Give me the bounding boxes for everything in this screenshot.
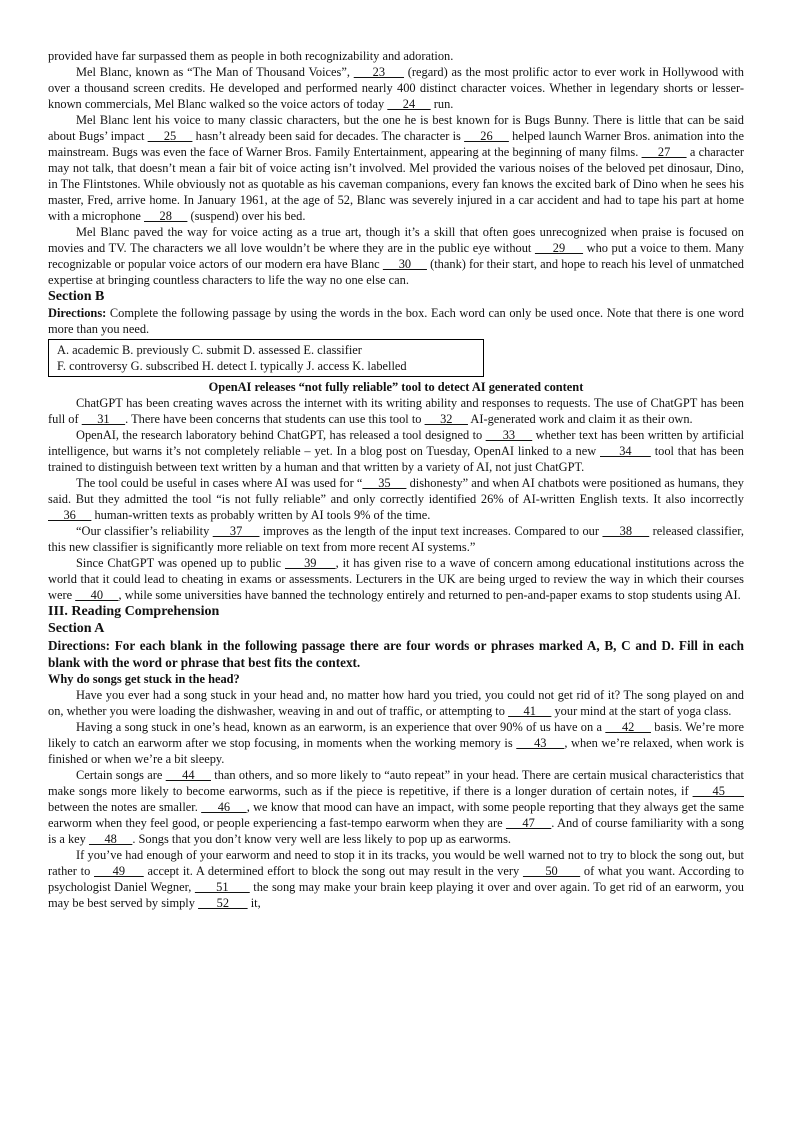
text-run: (thank) for their start, and hope to reach his level of unmatched expertise at bringing countless characters to life the way no one else can. bbox=[48, 257, 744, 287]
text-run: hasn’t already been said for decades. The character is bbox=[192, 129, 465, 143]
text-run: the song may make your brain keep playing it over and over again. To get rid of an earworm, you may be best served by simply bbox=[48, 880, 745, 910]
answer-blank[interactable]: 45 bbox=[692, 784, 744, 798]
answer-blank[interactable]: 42 bbox=[605, 720, 651, 734]
text-run: “Our classifier’s reliability bbox=[76, 524, 213, 538]
text-run: , it has given rise to a wave of concern among educational institutions across the world that it could lead to cheating in exams or assessments. Lecturers in the UK are being urged to review the way in which their courses were bbox=[48, 556, 744, 602]
text-run: (regard) as the most prolific actor to ever work in Hollywood with over a thousand screen credits. He developed and performed nearly 400 distinct character voices. Whether in legendary shorts or lesser-known commercials, Mel Blanc walked so the voice actors of today bbox=[48, 65, 744, 111]
section-b-heading: Section B bbox=[48, 289, 105, 304]
paragraph bbox=[48, 767, 744, 847]
answer-blank[interactable]: 35 bbox=[362, 476, 407, 490]
answer-blank[interactable]: 39 bbox=[284, 556, 336, 570]
text-run: , when we’re relaxed, when work is finished or when we’re a bit sleepy. bbox=[48, 736, 744, 766]
answer-blank[interactable]: 48 bbox=[88, 832, 133, 846]
answer-blank[interactable]: 25 bbox=[147, 129, 193, 143]
answer-blank[interactable]: 28 bbox=[144, 209, 188, 223]
answer-blank[interactable]: 40 bbox=[75, 588, 119, 602]
paragraph bbox=[48, 395, 744, 427]
directions-text: Complete the following passage by using the words in the box. Each word can only be used once. Note that there is one word more than you need. bbox=[48, 306, 744, 336]
text-run: Mel Blanc, known as “The Man of Thousand Voices”, bbox=[76, 65, 354, 79]
answer-blank[interactable]: 27 bbox=[641, 145, 687, 159]
text-run: AI-generated work and claim it as their own. bbox=[467, 412, 693, 426]
text-run: OpenAI, the research laboratory behind ChatGPT, has released a tool designed to bbox=[76, 428, 486, 442]
text-run: it, bbox=[247, 896, 261, 910]
answer-blank[interactable]: 50 bbox=[522, 864, 581, 878]
text-run: whether text has been written by artificial intelligence, but warns it’s not completely reliable – yet. In a blog post on Tuesday, OpenAI linked to a new bbox=[48, 428, 745, 458]
answer-blank[interactable]: 47 bbox=[505, 816, 552, 830]
paragraph bbox=[48, 475, 744, 523]
text-run: . Songs that you don’t know very well are less likely to pop up as earworms. bbox=[132, 832, 511, 846]
text-run: helped launch Warner Bros. animation into the mainstream. Bugs was even the face of Warner Bros. Family Entertainment, appearing at the beginning of many films. bbox=[48, 129, 744, 159]
text-run: accept it. A determined effort to block the song out may result in the very bbox=[143, 864, 523, 878]
answer-blank[interactable]: 41 bbox=[508, 704, 552, 718]
paragraph bbox=[48, 427, 744, 475]
paragraph bbox=[48, 224, 744, 288]
text-run: . There have been concerns that students can use this tool to bbox=[125, 412, 425, 426]
text-run: improves as the length of the input text increases. Compared to our bbox=[259, 524, 603, 538]
passage-continuation-line: provided have far surpassed them as people in both recognizability and adoration. bbox=[48, 49, 454, 63]
paragraph bbox=[48, 847, 744, 911]
paragraph bbox=[48, 719, 744, 767]
section-b-directions bbox=[48, 305, 744, 337]
text-run: tool that has been trained to distinguish between text written by a human and that written by a variety of AI, not just ChatGPT. bbox=[48, 444, 744, 474]
answer-blank[interactable]: 31 bbox=[81, 412, 126, 426]
answer-blank[interactable]: 29 bbox=[534, 241, 584, 255]
text-run: . And of course familiarity with a song is a key bbox=[48, 816, 744, 846]
text-run: run. bbox=[430, 97, 454, 111]
text-run: The tool could be useful in cases where AI was used for “ bbox=[76, 476, 363, 490]
answer-blank[interactable]: 38 bbox=[602, 524, 650, 538]
text-run: Certain songs are bbox=[76, 768, 166, 782]
text-run: basis. We’re more likely to catch an earworm after we stop focusing, in moments when the working memory is bbox=[48, 720, 744, 750]
text-run: If you’ve had enough of your earworm and need to stop it in its tracks, you would be well warned not to try to block the song out, but rather to bbox=[48, 848, 744, 878]
paragraph bbox=[48, 112, 744, 224]
text-run: Have you ever had a song stuck in your head and, no matter how hard you tried, you could not get rid of it? The song played on and on, whether you were loading the dishwasher, weaving in and out of traffic, or attempting to bbox=[48, 688, 744, 718]
answer-blank[interactable]: 49 bbox=[94, 864, 144, 878]
passage-title: Why do songs get stuck in the head? bbox=[48, 672, 240, 686]
answer-blank[interactable]: 34 bbox=[600, 444, 651, 458]
answer-blank[interactable]: 52 bbox=[198, 896, 248, 910]
text-run: of what you want. According to psychologist Daniel Wegner, bbox=[48, 864, 744, 894]
text-run: released classifier, this new classifier is significantly more reliable on text from more recent AI systems.” bbox=[48, 524, 744, 554]
word-box-line: A. academic B. previously C. submit D. assessed E. classifier bbox=[57, 343, 362, 357]
section-a-heading: Section A bbox=[48, 621, 105, 636]
passage-title: OpenAI releases “not fully reliable” tool to detect AI generated content bbox=[208, 380, 584, 394]
text-run: Since ChatGPT was opened up to public bbox=[76, 556, 285, 570]
part-heading: III. Reading Comprehension bbox=[48, 604, 220, 619]
text-run: your mind at the start of yoga class. bbox=[551, 704, 732, 718]
paragraph bbox=[48, 523, 744, 555]
answer-blank[interactable]: 44 bbox=[165, 768, 211, 782]
answer-blank[interactable]: 32 bbox=[424, 412, 468, 426]
answer-blank[interactable]: 33 bbox=[485, 428, 533, 442]
text-run: Having a song stuck in one’s head, known as an earworm, is an experience that over 90% of us have on a bbox=[76, 720, 606, 734]
answer-blank[interactable]: 36 bbox=[48, 508, 92, 522]
text-run: a character may not talk, that doesn’t mean a fair bit of voice acting isn’t involved. Mel provided the various noises of the beloved pet dinosaur, Dino, in The Flintstones. While obviously not as quotable as his caveman companions, every fan knows the excited bark of Dino when he sees his master, Fred, arrive home. In January 1961, at the age of 52, Blanc was severely injured in a car accident and had to tape his part at home with a microphone bbox=[48, 145, 744, 223]
text-run: Mel Blanc lent his voice to many classic characters, but the one he is best known for is Bugs Bunny. There is little that can be said about Bugs’ impact bbox=[48, 113, 744, 143]
word-box-line: F. controversy G. subscribed H. detect I. typically J. access K. labelled bbox=[57, 359, 407, 373]
text-run: ChatGPT has been creating waves across the internet with its writing ability and responses to requests. The use of ChatGPT has been full of bbox=[48, 396, 744, 426]
answer-blank[interactable]: 43 bbox=[516, 736, 565, 750]
section-a-directions: Directions: For each blank in the following passage there are four words or phrases marked A, B, C and D. Fill in each blank with the word or phrase that best fits the context. bbox=[48, 638, 744, 670]
text-run: Mel Blanc paved the way for voice acting as a true art, though it’s a skill that often goes unrecognized when praise is focused on movies and TV. The characters we all love wouldn’t be where they are in the public eye without bbox=[48, 225, 744, 255]
text-run: , while some universities have banned the technology entirely and returned to pen-and-paper exams to stop students using AI. bbox=[118, 588, 741, 602]
directions-label: Directions: bbox=[48, 306, 107, 320]
word-box bbox=[48, 339, 484, 377]
answer-blank[interactable]: 23 bbox=[353, 65, 405, 79]
text-run: than others, and so more likely to “auto repeat” in your head. There are certain musical characteristics that make songs more likely to become earworms, such as if the piece is repetitive, if there is a longer duration of certain notes, if bbox=[48, 768, 745, 798]
answer-blank[interactable]: 30 bbox=[382, 257, 427, 271]
text-run: , we know that mood can have an impact, with some people reporting that they always get the same earworm when they feel good, or people experiencing a fast-tempo earworm when they are bbox=[48, 800, 744, 830]
answer-blank[interactable]: 51 bbox=[194, 880, 250, 894]
answer-blank[interactable]: 46 bbox=[201, 800, 247, 814]
paragraph bbox=[48, 64, 744, 112]
text-run: (suspend) over his bed. bbox=[187, 209, 306, 223]
answer-blank[interactable]: 37 bbox=[212, 524, 260, 538]
text-run: who put a voice to them. Many recognizable or popular voice actors of our modern era have Blanc bbox=[48, 241, 744, 271]
document-page bbox=[48, 48, 744, 911]
paragraph bbox=[48, 687, 744, 719]
answer-blank[interactable]: 26 bbox=[464, 129, 509, 143]
text-run: human-written texts as probably written by AI tools 9% of the time. bbox=[91, 508, 431, 522]
paragraph bbox=[48, 555, 744, 603]
text-run: dishonesty” and when AI chatbots were positioned as humans, they said. But they admitted the tool “is not fully reliable” and only correctly identified 26% of AI-written English texts. It also incorrectly bbox=[48, 476, 744, 506]
answer-blank[interactable]: 24 bbox=[387, 97, 431, 111]
text-run: between the notes are smaller. bbox=[48, 800, 202, 814]
